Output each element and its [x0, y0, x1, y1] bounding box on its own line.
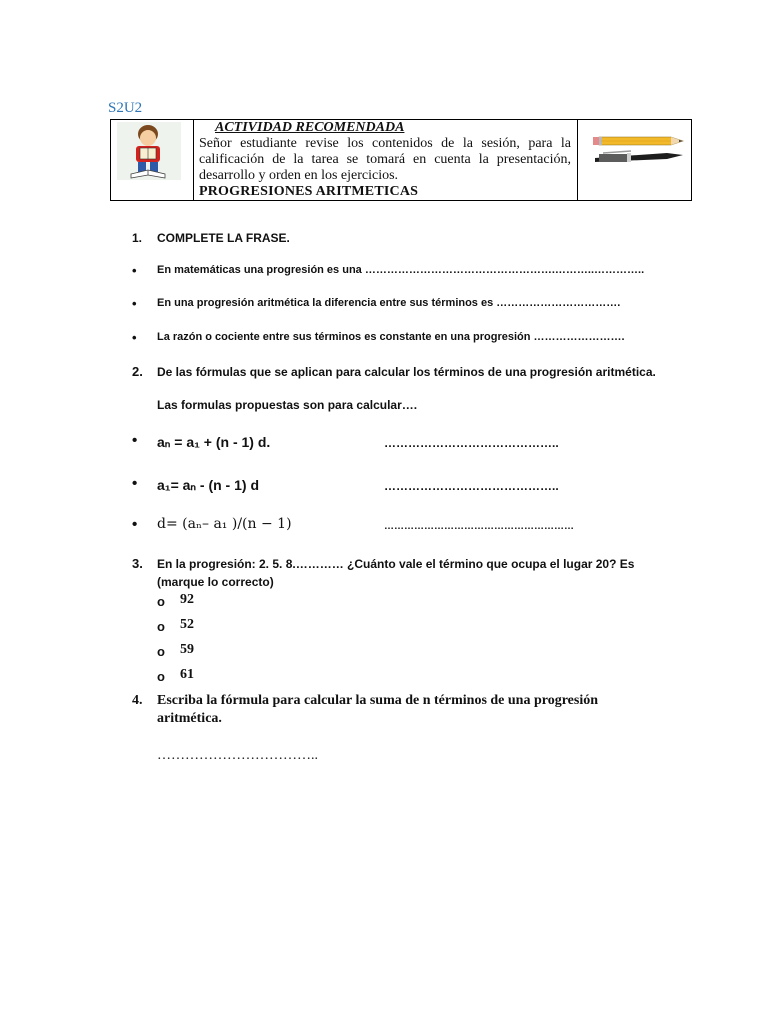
question-1-title: COMPLETE LA FRASE. — [157, 231, 290, 245]
bullet-icon: • — [132, 330, 137, 345]
option-circle-icon: o — [157, 644, 165, 659]
bullet-icon: • — [132, 432, 138, 449]
question-3-line-2: (marque lo correcto) — [157, 575, 274, 589]
question-4-number: 4. — [132, 693, 143, 708]
question-2-subtitle: Las formulas propuestas son para calcular…. — [157, 398, 418, 412]
question-1-sentence-1: En matemáticas una progresión es una …………………………………………….………..………….. — [157, 264, 645, 276]
formula-d: d= (aₙ– a₁ )/(n − 1) — [157, 516, 292, 532]
bullet-icon: • — [132, 516, 138, 533]
formula-a1-blank: …………………………………….. — [384, 479, 559, 493]
table-divider-left — [193, 120, 194, 200]
formula-an-blank: …………………………………….. — [384, 436, 559, 450]
bullet-icon: • — [132, 475, 138, 492]
document-code: S2U2 — [108, 100, 143, 116]
formula-d-blank: ………………………………………………… — [384, 521, 574, 532]
question-4-line-1: Escriba la fórmula para calcular la suma de n términos de una progresión — [157, 693, 599, 708]
option-circle-icon: o — [157, 594, 165, 609]
option-92[interactable]: 92 — [180, 592, 194, 607]
option-circle-icon: o — [157, 619, 165, 634]
bullet-icon: • — [132, 263, 137, 278]
reading-student-icon — [117, 122, 181, 180]
question-3-line-1: En la progresión: 2. 5. 8.………… ¿Cuánto vale el término que ocupa el lugar 20? Es — [157, 557, 635, 571]
question-1-number: 1. — [132, 231, 143, 245]
bullet-icon: • — [132, 296, 137, 311]
formula-an: aₙ = a₁ + (n - 1) d. — [157, 434, 271, 450]
formula-a1: a₁= aₙ - (n - 1) d — [157, 477, 259, 493]
question-3-number: 3. — [132, 556, 143, 571]
question-4-line-2: aritmética. — [157, 711, 222, 726]
pencil-pen-icon — [591, 132, 689, 168]
question-2-number: 2. — [132, 364, 143, 379]
question-1-sentence-2: En una progresión aritmética la diferencia entre sus términos es ……………………………. — [157, 297, 621, 309]
question-1-sentence-3: La razón o cociente entre sus términos es constante en una progresión ……………………. — [157, 331, 625, 343]
header-table — [110, 119, 692, 201]
option-52[interactable]: 52 — [180, 617, 194, 632]
topic-title: PROGRESIONES ARITMETICAS — [199, 184, 419, 199]
option-61[interactable]: 61 — [180, 667, 194, 682]
table-divider-right — [577, 120, 578, 200]
question-4-answer-blank[interactable]: …………………………….. — [157, 748, 318, 763]
activity-title: ACTIVIDAD RECOMENDADA — [215, 120, 405, 135]
option-circle-icon: o — [157, 669, 165, 684]
question-2-title: De las fórmulas que se aplican para calcular los términos de una progresión aritmética. — [157, 365, 656, 379]
instructions-text: Señor estudiante revise los contenidos de la sesión, para la calificación de la tarea se tomará en cuenta la presentación, desarrollo y orden en los ejercicios. — [199, 136, 571, 183]
option-59[interactable]: 59 — [180, 642, 194, 657]
